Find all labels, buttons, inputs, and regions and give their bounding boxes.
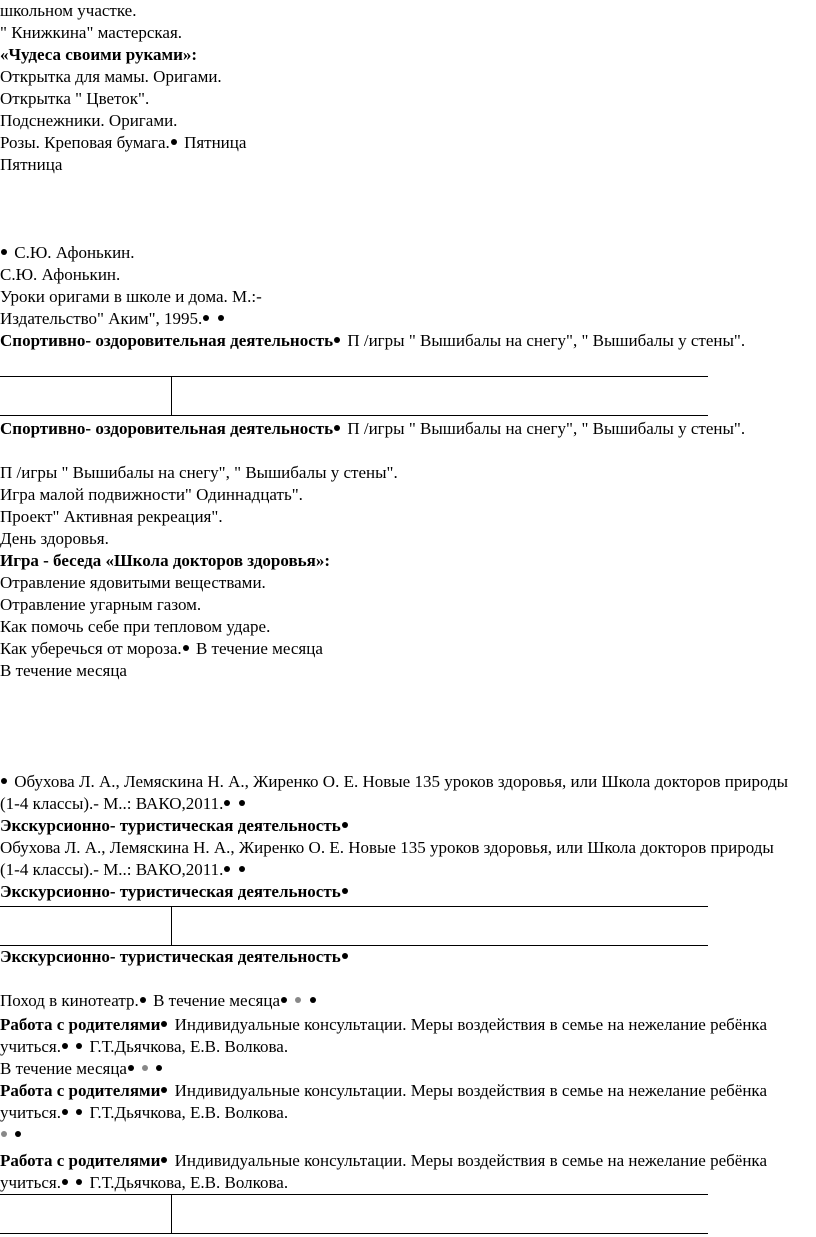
bullet-icon bbox=[76, 1043, 82, 1049]
bullet-icon bbox=[156, 1065, 162, 1071]
text-fragment: С.Ю. Афонькин. bbox=[10, 243, 135, 262]
section-heading bbox=[0, 550, 330, 572]
text-fragment: Г.Т.Дьячкова, Е.В. Волкова. bbox=[85, 1037, 289, 1056]
text-paragraph bbox=[0, 837, 790, 881]
text-fragment: В течение месяца bbox=[191, 639, 323, 658]
text-line bbox=[0, 242, 135, 264]
text-line: Открытка для мамы. Оригами. bbox=[0, 67, 222, 86]
bullet-icon bbox=[15, 1131, 21, 1137]
bullet-icon bbox=[342, 822, 348, 828]
text-line: П /игры " Вышибалы на снегу", " Вышибалы у стены". bbox=[0, 463, 398, 482]
text-paragraph bbox=[0, 771, 790, 815]
text-fragment: Г.Т.Дьячкова, Е.В. Волкова. bbox=[85, 1173, 289, 1192]
bullet-icon bbox=[342, 953, 348, 959]
bullet-icon bbox=[224, 866, 230, 872]
section-heading bbox=[0, 946, 351, 968]
bold-label: Работа с родителями bbox=[0, 1081, 161, 1100]
text-fragment: Розы. Креповая бумага. bbox=[0, 133, 170, 152]
text-line: Отравление угарным газом. bbox=[0, 595, 202, 614]
text-fragment: П /игры " Вышибалы на снегу", " Вышибалы у стены". bbox=[343, 419, 746, 438]
text-fragment: В течение месяца bbox=[148, 991, 281, 1010]
bold-label: Спортивно- оздоровительная деятельность bbox=[0, 331, 334, 350]
text-fragment: Издательство" Аким", 1995. bbox=[0, 309, 203, 328]
text-line bbox=[0, 132, 246, 154]
bullet-icon bbox=[334, 337, 340, 343]
bullet-icon bbox=[203, 315, 209, 321]
bullet-icon bbox=[281, 997, 287, 1003]
bullet-icon bbox=[295, 997, 301, 1003]
text-line: Отравление ядовитыми веществами. bbox=[0, 573, 266, 592]
text-paragraph bbox=[0, 1080, 790, 1124]
bullet-icon bbox=[1, 1131, 7, 1137]
table-row bbox=[0, 376, 708, 416]
bullet-icon bbox=[224, 800, 230, 806]
bold-label: Спортивно- оздоровительная деятельность bbox=[0, 419, 334, 438]
text-line: С.Ю. Афонькин. bbox=[0, 265, 121, 284]
text-fragment: Пятница bbox=[179, 133, 247, 152]
table-divider bbox=[171, 1195, 172, 1233]
text-line bbox=[0, 1124, 24, 1146]
text-fragment: Обухова Л. А., Лемяскина Н. А., Жиренко О. Е. Новые 135 уроков здоровья, или Школа докторов природы (1-4 классы).- М..: ВАКО,2011. bbox=[0, 838, 774, 879]
text-paragraph bbox=[0, 418, 790, 440]
bold-label: Работа с родителями bbox=[0, 1015, 161, 1034]
section-heading bbox=[0, 881, 351, 903]
text-paragraph bbox=[0, 330, 790, 352]
text-line: " Книжкина" мастерская. bbox=[0, 23, 183, 42]
bullet-icon bbox=[183, 645, 189, 651]
heading-text: Экскурсионно- туристическая деятельность bbox=[0, 816, 341, 835]
bullet-icon bbox=[140, 997, 146, 1003]
bullet-icon bbox=[310, 997, 316, 1003]
heading-text: Экскурсионно- туристическая деятельность bbox=[0, 882, 341, 901]
bullet-icon bbox=[171, 139, 177, 145]
text-line bbox=[0, 638, 323, 660]
bullet-icon bbox=[161, 1157, 167, 1163]
text-fragment: В течение месяца bbox=[0, 1059, 127, 1078]
bullet-icon bbox=[334, 425, 340, 431]
bullet-icon bbox=[239, 800, 245, 806]
text-line: Как помочь себе при тепловом ударе. bbox=[0, 617, 271, 636]
table-divider bbox=[171, 907, 172, 945]
text-fragment: Как уберечься от мороза. bbox=[0, 639, 182, 658]
text-fragment: Индивидуальные консультации. Меры воздействия в семье на нежелание ребёнка учиться. bbox=[0, 1151, 767, 1192]
heading-text: «Чудеса своими руками»: bbox=[0, 45, 198, 64]
text-line: школьном участке. bbox=[0, 1, 137, 20]
bullet-icon bbox=[62, 1043, 68, 1049]
text-line bbox=[0, 308, 227, 330]
text-fragment: Индивидуальные консультации. Меры воздействия в семье на нежелание ребёнка учиться. bbox=[0, 1081, 767, 1122]
text-line: Проект" Активная рекреация". bbox=[0, 507, 223, 526]
bullet-icon bbox=[1, 249, 7, 255]
text-line: Открытка " Цветок". bbox=[0, 89, 150, 108]
table-row bbox=[0, 906, 708, 946]
bullet-icon bbox=[218, 315, 224, 321]
bullet-icon bbox=[76, 1109, 82, 1115]
section-heading bbox=[0, 815, 351, 837]
text-line bbox=[0, 1058, 165, 1080]
text-line: Игра малой подвижности" Одиннадцать". bbox=[0, 485, 303, 504]
bullet-icon bbox=[76, 1179, 82, 1185]
bullet-icon bbox=[161, 1087, 167, 1093]
text-line: Уроки оригами в школе и дома. М.:- bbox=[0, 287, 262, 306]
text-fragment: Индивидуальные консультации. Меры воздействия в семье на нежелание ребёнка учиться. bbox=[0, 1015, 767, 1056]
table-row bbox=[0, 1194, 708, 1234]
text-paragraph bbox=[0, 1014, 790, 1058]
text-line: В течение месяца bbox=[0, 661, 127, 680]
bullet-icon bbox=[62, 1109, 68, 1115]
heading-text: Игра - беседа «Школа докторов здоровья»: bbox=[0, 551, 330, 570]
bullet-icon bbox=[1, 778, 7, 784]
bullet-icon bbox=[62, 1179, 68, 1185]
text-paragraph bbox=[0, 1150, 790, 1194]
text-line: Подснежники. Оригами. bbox=[0, 111, 178, 130]
text-fragment: Г.Т.Дьячкова, Е.В. Волкова. bbox=[85, 1103, 289, 1122]
text-line bbox=[0, 990, 319, 1012]
bullet-icon bbox=[239, 866, 245, 872]
bullet-icon bbox=[342, 888, 348, 894]
table-divider bbox=[171, 377, 172, 415]
text-fragment: П /игры " Вышибалы на снегу", " Вышибалы у стены". bbox=[343, 331, 746, 350]
text-fragment: Обухова Л. А., Лемяскина Н. А., Жиренко О. Е. Новые 135 уроков здоровья, или Школа докторов природы (1-4 классы).- М..: ВАКО,2011. bbox=[0, 772, 789, 813]
text-line: День здоровья. bbox=[0, 529, 109, 548]
text-line: Пятница bbox=[0, 155, 63, 174]
bullet-icon bbox=[142, 1065, 148, 1071]
section-heading bbox=[0, 44, 197, 66]
text-fragment: Поход в кинотеатр. bbox=[0, 991, 139, 1010]
bullet-icon bbox=[128, 1065, 134, 1071]
bold-label: Работа с родителями bbox=[0, 1151, 161, 1170]
heading-text: Экскурсионно- туристическая деятельность bbox=[0, 947, 341, 966]
bullet-icon bbox=[161, 1021, 167, 1027]
